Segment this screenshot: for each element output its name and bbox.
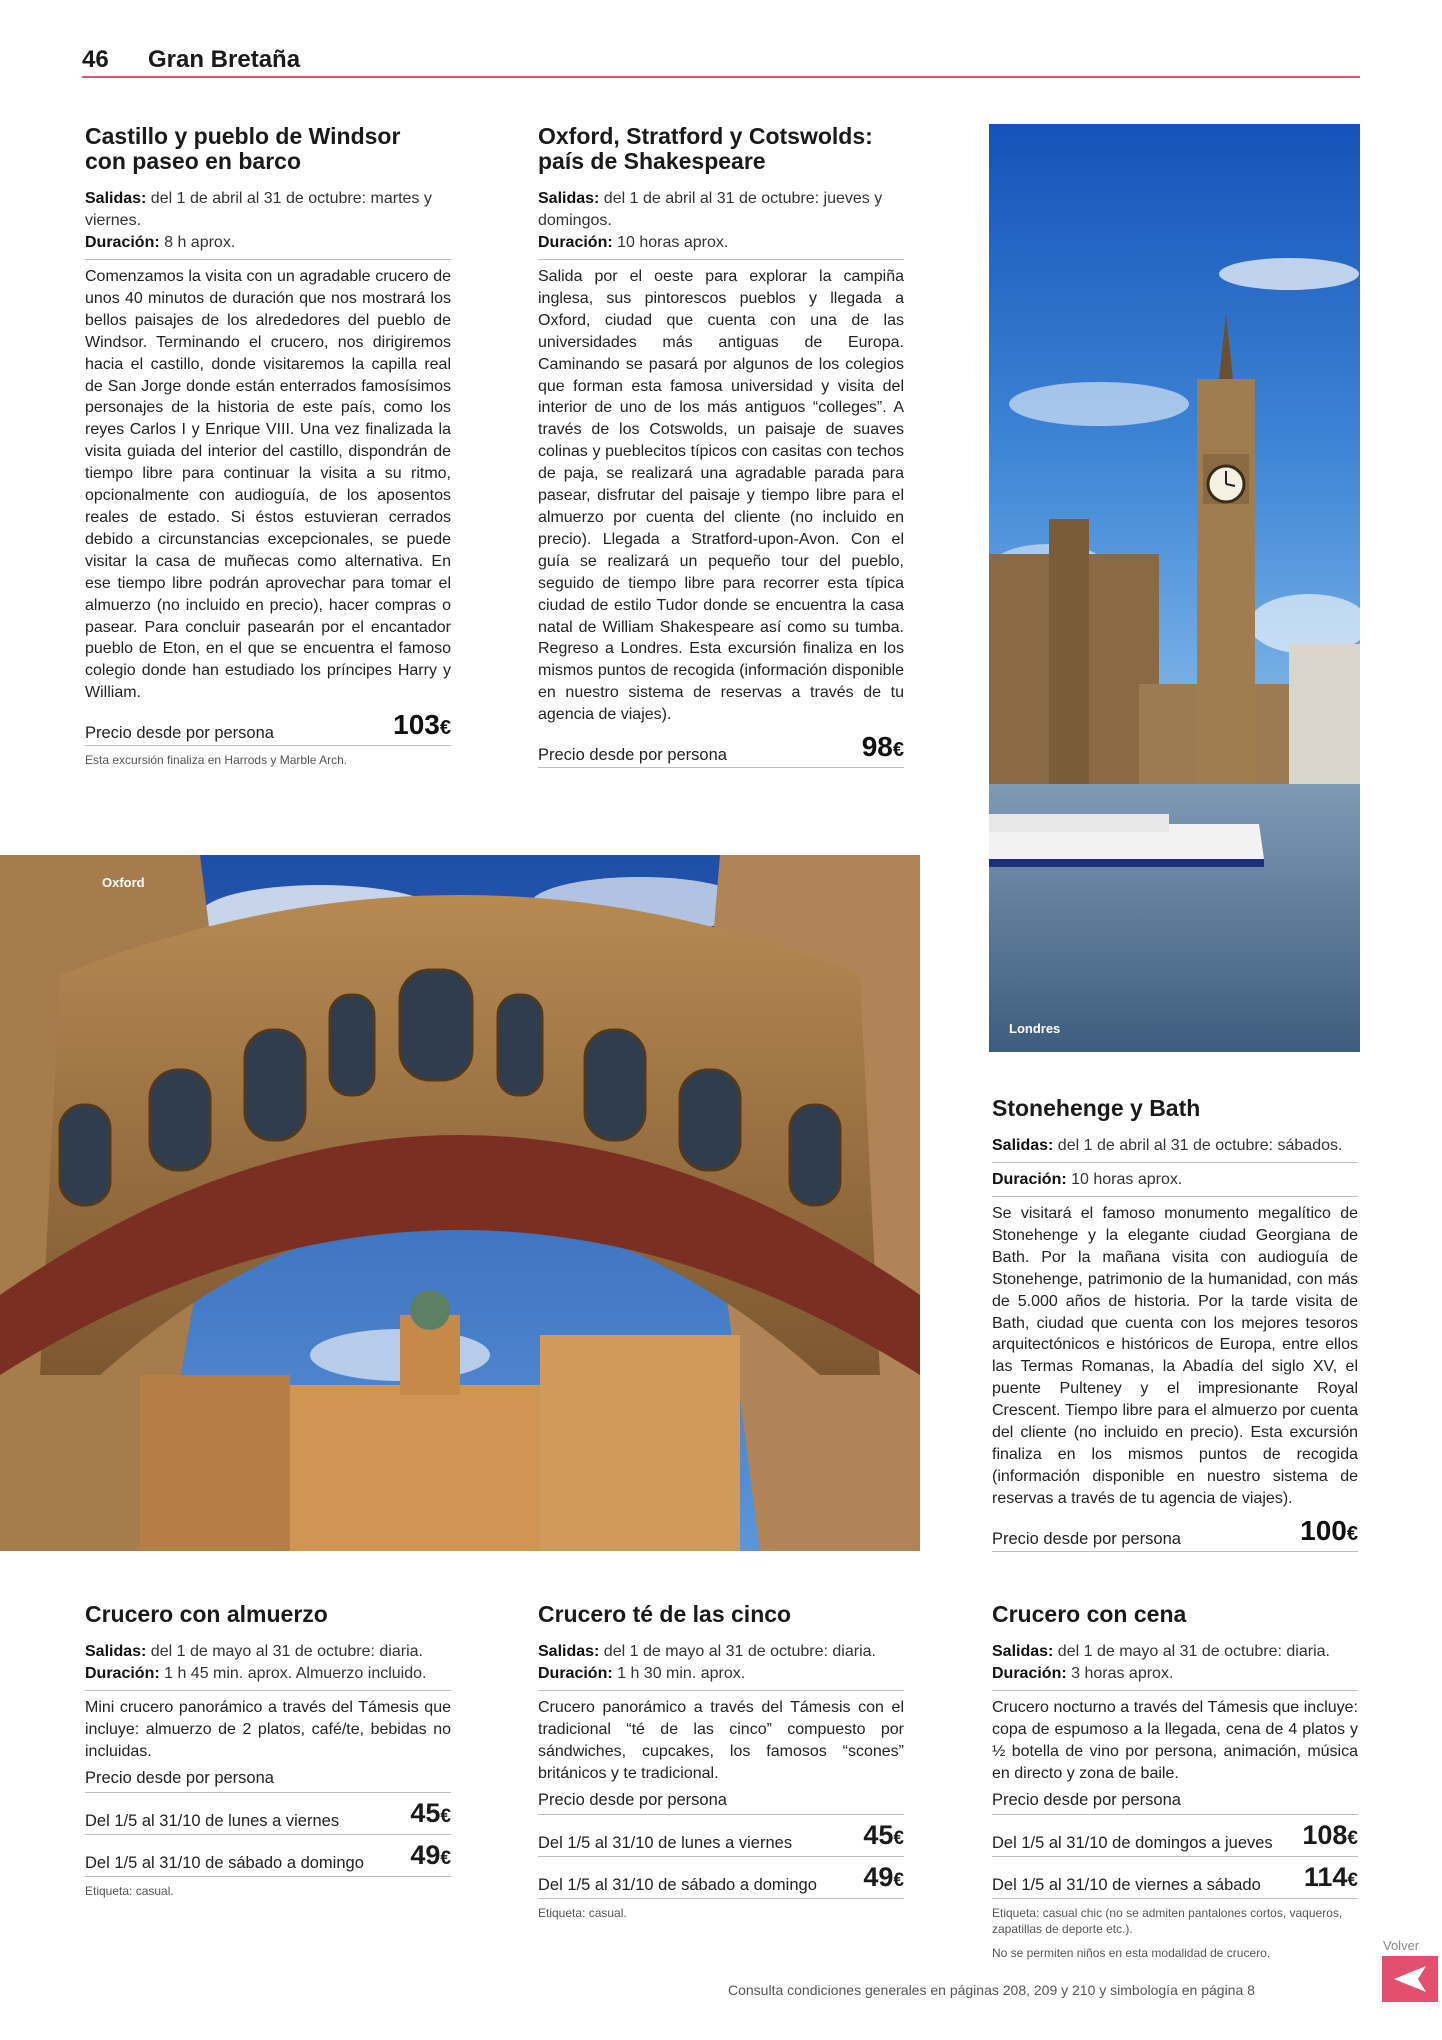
stonehenge-title: Stonehenge y Bath xyxy=(992,1095,1201,1121)
te-price-weekday: Del 1/5 al 31/10 de lunes a viernes 45€ xyxy=(538,1815,904,1857)
almuerzo-title: Crucero con almuerzo xyxy=(85,1601,328,1627)
cena-price-label: Precio desde por persona xyxy=(992,1791,1358,1815)
header-divider xyxy=(82,76,1360,78)
oxford-description: Salida por el oeste para explorar la campiña inglesa, sus pintorescos pueblos y llegada a Oxford, ciudad que cuenta con una de las universidades más antiguas de Europa. Caminando se pasará por algunos de los colegios que forman esta famosa universidad y visita del interior de uno de los más antiguos “colleges”. A través de los Cotswolds, un paisaje de suaves colinas y pueblecitos típicos con casitas con techos de paja, se realizará una agradable parada para pasear, disfrutar del paisaje y tiempo libre para el almuerzo por cuenta del cliente (no incluido en precio). Llegada a Stratford-upon-Avon. Con el guía se realizará un pequeño tour del pueblo, seguido de tiempo libre para recorrer esta típica ciudad de estilo Tudor donde se encuentra la casa natal de William Shakespeare así como su tumba. Regreso a Londres. Esta excursión finaliza en los mismos puntos de recogida (información disponible en nuestro sistema de reservas a través de tu agencia de viajes). xyxy=(538,268,904,724)
cena-cruise xyxy=(992,1602,1358,1961)
divider xyxy=(992,1162,1358,1163)
stonehenge-price-row: Precio desde por persona 100€ xyxy=(992,1516,1358,1552)
stonehenge-duracion: Duración: 10 horas aprox. xyxy=(992,1171,1183,1188)
cena-description: Crucero nocturno a través del Támesis que incluye: copa de espumoso a la llegada, cena de 4 platos y ½ botella de vino por persona, animación, música en directo y zona de baile. xyxy=(992,1699,1358,1782)
windsor-note: Esta excursión finaliza en Harrods y Marble Arch. xyxy=(85,753,348,768)
oxford-excursion xyxy=(538,124,904,768)
almuerzo-note: Etiqueta: casual. xyxy=(85,1883,174,1898)
te-duracion: Duración: 1 h 30 min. aprox. xyxy=(538,1665,746,1682)
almuerzo-salidas: Salidas: del 1 de mayo al 31 de octubre: diaria. xyxy=(85,1643,423,1660)
oxford-title: Oxford, Stratford y Cotswolds: país de Shakespeare xyxy=(538,123,873,174)
windsor-excursion xyxy=(85,124,451,768)
almuerzo-description: Mini crucero panorámico a través del Támesis que incluye: almuerzo de 2 platos, café/te, bebidas no incluidas. xyxy=(85,1699,451,1760)
almuerzo-duracion: Duración: 1 h 45 min. aprox. Almuerzo incluido. xyxy=(85,1665,427,1682)
divider xyxy=(992,1690,1358,1691)
stonehenge-excursion xyxy=(992,1096,1358,1552)
footer-conditions: Consulta condiciones generales en páginas 208, 209 y 210 y simbología en página 8 xyxy=(728,1982,1255,1998)
oxford-photo xyxy=(0,855,920,1551)
te-salidas: Salidas: del 1 de mayo al 31 de octubre: diaria. xyxy=(538,1643,876,1660)
windsor-title: Castillo y pueblo de Windsor con paseo en barco xyxy=(85,123,401,174)
te-price-label: Precio desde por persona xyxy=(538,1791,904,1815)
back-arrow-icon xyxy=(1382,1956,1438,2002)
windsor-price-row: Precio desde por persona 103€ xyxy=(85,710,451,746)
stonehenge-description: Se visitará el famoso monumento megalítico de Stonehenge y la elegante ciudad Georgiana de Bath. Por la mañana visita con audioguía de Stonehenge, patrimonio de la humanidad, con más de 5.000 años de historia. Por la tarde visita de Bath, ciudad que cuenta con los mejores tesoros arquitectónicos e históricos de Europa, entre ellos las Termas Romanas, la Abadía del siglo XV, el puente Pulteney y el impresionante Royal Crescent. Tiempo libre para el almuerzo por cuenta del cliente (no incluido en precio). Esta excursión finaliza en los mismos puntos de recogida (información disponible en nuestro sistema de reservas a través de tu agencia de viajes). xyxy=(992,1205,1358,1507)
divider xyxy=(992,1196,1358,1197)
oxford-price-row: Precio desde por persona 98€ xyxy=(538,732,904,768)
divider xyxy=(538,1690,904,1691)
te-note: Etiqueta: casual. xyxy=(538,1905,627,1920)
stonehenge-salidas: Salidas: del 1 de abril al 31 de octubre: sábados. xyxy=(992,1137,1343,1154)
windsor-duracion: Duración: 8 h aprox. xyxy=(85,234,236,251)
page-number: 46 xyxy=(82,46,109,73)
almuerzo-price-label: Precio desde por persona xyxy=(85,1769,451,1793)
back-label[interactable]: Volver xyxy=(1383,1938,1420,1953)
windsor-salidas: Salidas: del 1 de abril al 31 de octubre: martes y viernes. xyxy=(85,190,432,229)
almuerzo-price-weekend: Del 1/5 al 31/10 de sábado a domingo 49€ xyxy=(85,1835,451,1877)
divider xyxy=(85,259,451,260)
cena-price-weekday: Del 1/5 al 31/10 de domingos a jueves 108€ xyxy=(992,1815,1358,1857)
london-photo xyxy=(989,124,1360,1052)
te-price-weekend: Del 1/5 al 31/10 de sábado a domingo 49€ xyxy=(538,1857,904,1899)
cena-duracion: Duración: 3 horas aprox. xyxy=(992,1665,1174,1682)
cena-note: Etiqueta: casual chic (no se admiten pantalones cortos, vaqueros, zapatillas de deporte etc.). xyxy=(992,1905,1343,1936)
divider xyxy=(85,1690,451,1691)
cena-note-children: No se permiten niños en esta modalidad de crucero. xyxy=(992,1945,1271,1960)
london-caption: Londres xyxy=(1009,1021,1061,1036)
windsor-price: 103€ xyxy=(393,709,451,741)
back-button[interactable] xyxy=(1382,1956,1438,2002)
oxford-caption: Oxford xyxy=(102,875,145,890)
cena-title: Crucero con cena xyxy=(992,1601,1187,1627)
almuerzo-price-weekday: Del 1/5 al 31/10 de lunes a viernes 45€ xyxy=(85,1793,451,1835)
oxford-price: 98€ xyxy=(861,731,904,763)
oxford-duracion: Duración: 10 horas aprox. xyxy=(538,234,729,251)
divider xyxy=(538,259,904,260)
almuerzo-cruise xyxy=(85,1602,451,1899)
te-cruise xyxy=(538,1602,904,1921)
windsor-description: Comenzamos la visita con un agradable crucero de unos 40 minutos de duración que nos mostrará los bellos paisajes de los alrededores del pueblo de Windsor. Terminando el crucero, nos dirigiremos hacia el castillo, donde visitaremos la capilla real de San Jorge donde están enterrados famosísimos personajes de la historia de este país, como los reyes Carlos I y Enrique VIII. Una vez finalizada la visita guiada del interior del castillo, dispondrán de tiempo libre para continuar la visita a su ritmo, opcionalmente con audioguía, de los aposentos reales de estado. Si éstos estuvieran cerrados debido a circunstancias excepcionales, se puede visitar la casa de muñecas como alternativa. En ese tiempo libre podrán aprovechar para tomar el almuerzo (no incluido en precio), hacer compras o pasear. Para concluir pasearán por el encantador pueblo de Eton, en el que se encuentra el famoso colegio donde han estudiado los príncipes Harry y William. xyxy=(85,268,451,702)
stonehenge-price: 100€ xyxy=(1300,1514,1358,1546)
cena-price-weekend: Del 1/5 al 31/10 de viernes a sábado 114€ xyxy=(992,1857,1358,1899)
te-title: Crucero té de las cinco xyxy=(538,1601,792,1627)
section-title: Gran Bretaña xyxy=(148,46,301,73)
te-description: Crucero panorámico a través del Támesis con el tradicional “té de las cinco” compuesto por sándwiches, cupcakes, los famosos “scones” británicos y te tradicional. xyxy=(538,1699,904,1782)
cena-salidas: Salidas: del 1 de mayo al 31 de octubre: diaria. xyxy=(992,1643,1330,1660)
oxford-salidas: Salidas: del 1 de abril al 31 de octubre: jueves y domingos. xyxy=(538,190,883,229)
